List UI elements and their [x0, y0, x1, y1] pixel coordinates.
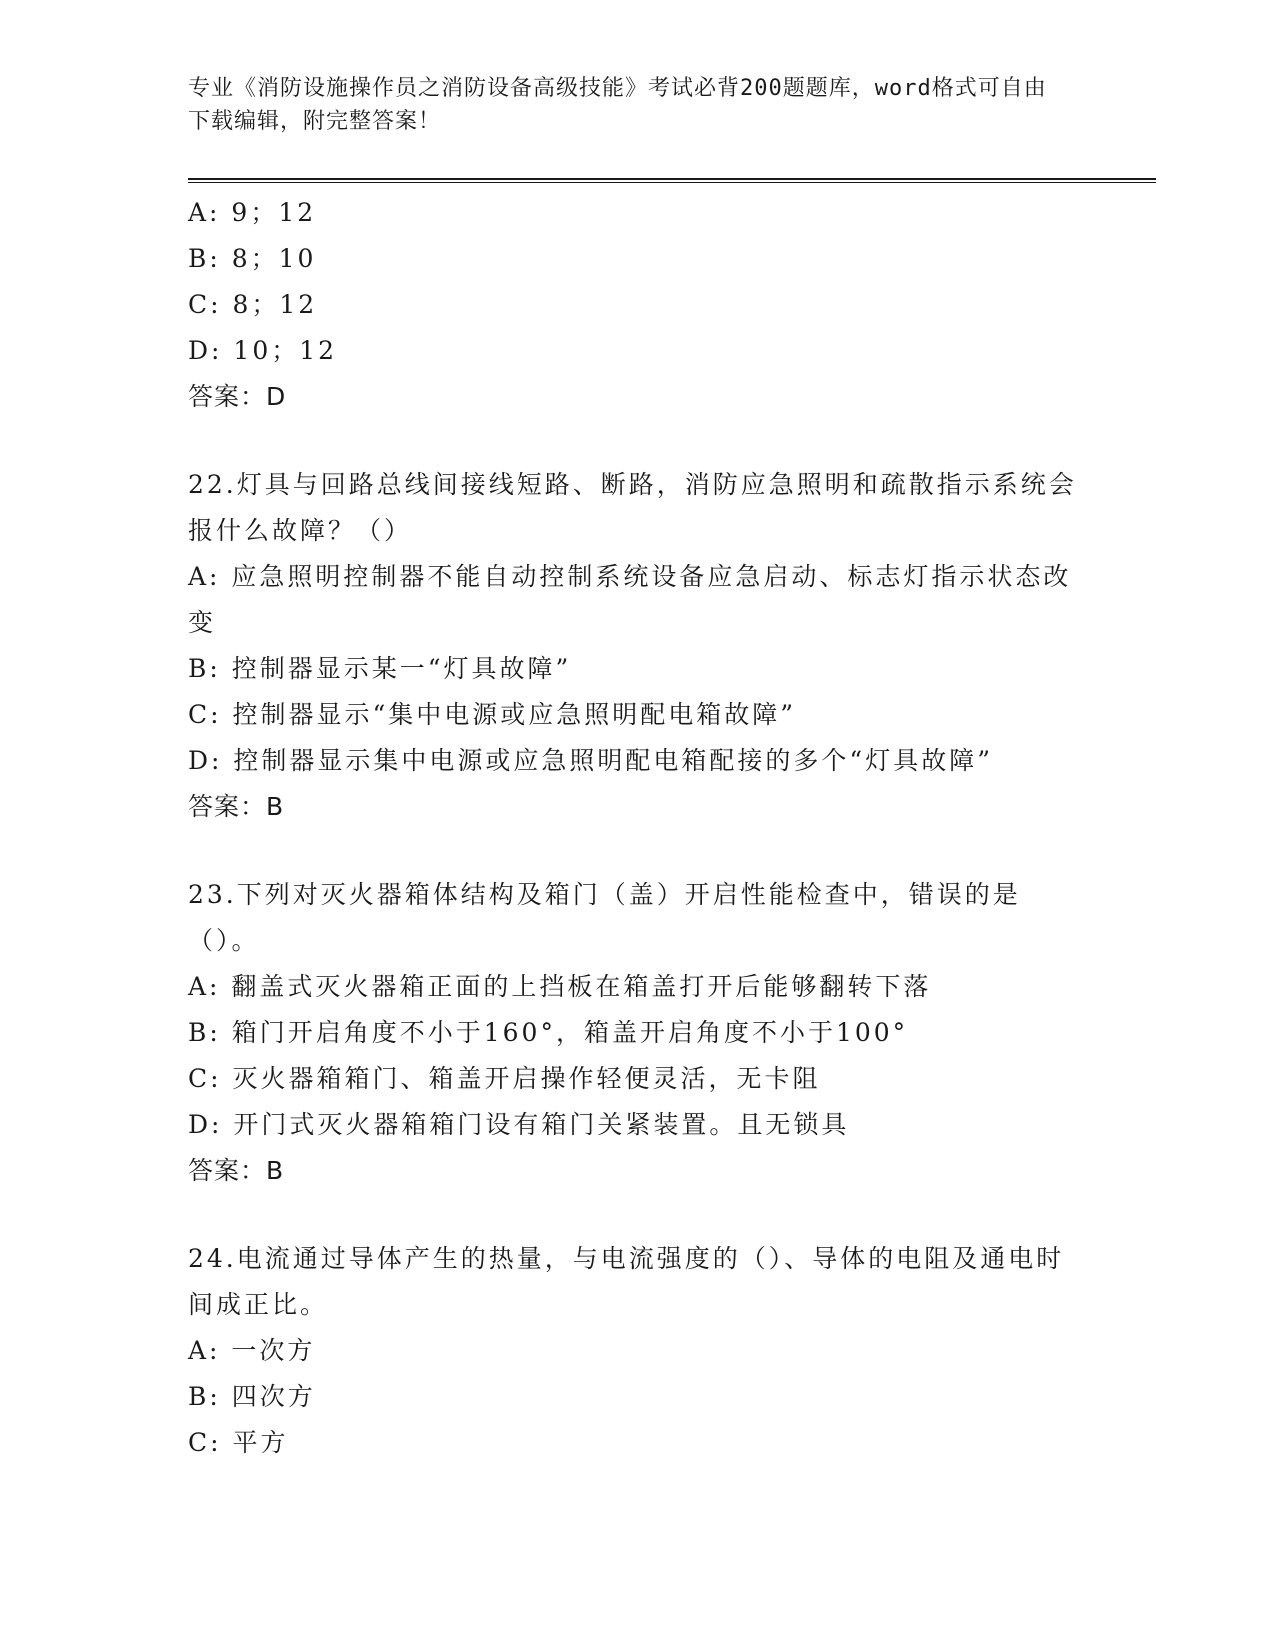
option-a: A: 9；12: [188, 198, 317, 227]
option-c: C: 控制器显示“集中电源或应急照明配电箱故障”: [188, 700, 797, 729]
question-21: [188, 190, 1088, 420]
option-a: A: 翻盖式灭火器箱正面的上挡板在箱盖打开后能够翻转下落: [188, 972, 932, 1001]
question-content: [188, 190, 1088, 1466]
option-b: B: 四次方: [188, 1382, 316, 1411]
option-c: C: 8；12: [188, 290, 318, 319]
question-24: [188, 1236, 1088, 1466]
header-divider: [188, 178, 1156, 183]
option-a: A: 应急照明控制器不能自动控制系统设备应急启动、标志灯指示状态改变: [188, 562, 1072, 637]
option-b: B: 箱门开启角度不小于160°，箱盖开启角度不小于100°: [188, 1018, 909, 1047]
option-a: A: 一次方: [188, 1336, 316, 1365]
option-d: D: 控制器显示集中电源或应急照明配电箱配接的多个“灯具故障”: [188, 746, 993, 775]
question-23: [188, 872, 1088, 1194]
question-stem: 24.电流通过导体产生的热量，与电流强度的（）、导体的电阻及通电时间成正比。: [188, 1244, 1065, 1319]
answer: 答案：B: [188, 792, 285, 821]
question-stem: 23.下列对灭火器箱体结构及箱门（盖）开启性能检查中，错误的是（）。: [188, 880, 1021, 955]
option-d: D: 10；12: [188, 336, 338, 365]
option-c: C: 平方: [188, 1428, 289, 1457]
answer: 答案：B: [188, 1156, 285, 1185]
answer: 答案：D: [188, 382, 287, 411]
option-c: C: 灭火器箱箱门、箱盖开启操作轻便灵活，无卡阻: [188, 1064, 821, 1093]
option-b: B: 8；10: [188, 244, 317, 273]
option-b: B: 控制器显示某一“灯具故障”: [188, 654, 572, 683]
question-stem: 22.灯具与回路总线间接线短路、断路，消防应急照明和疏散指示系统会报什么故障？（）: [188, 470, 1077, 545]
question-22: [188, 462, 1088, 830]
document-header: 专业《消防设施操作员之消防设备高级技能》考试必背200题题库，word格式可自由下载编辑，附完整答案！: [188, 76, 1047, 134]
option-d: D: 开门式灭火器箱箱门设有箱门关紧装置。且无锁具: [188, 1110, 850, 1139]
